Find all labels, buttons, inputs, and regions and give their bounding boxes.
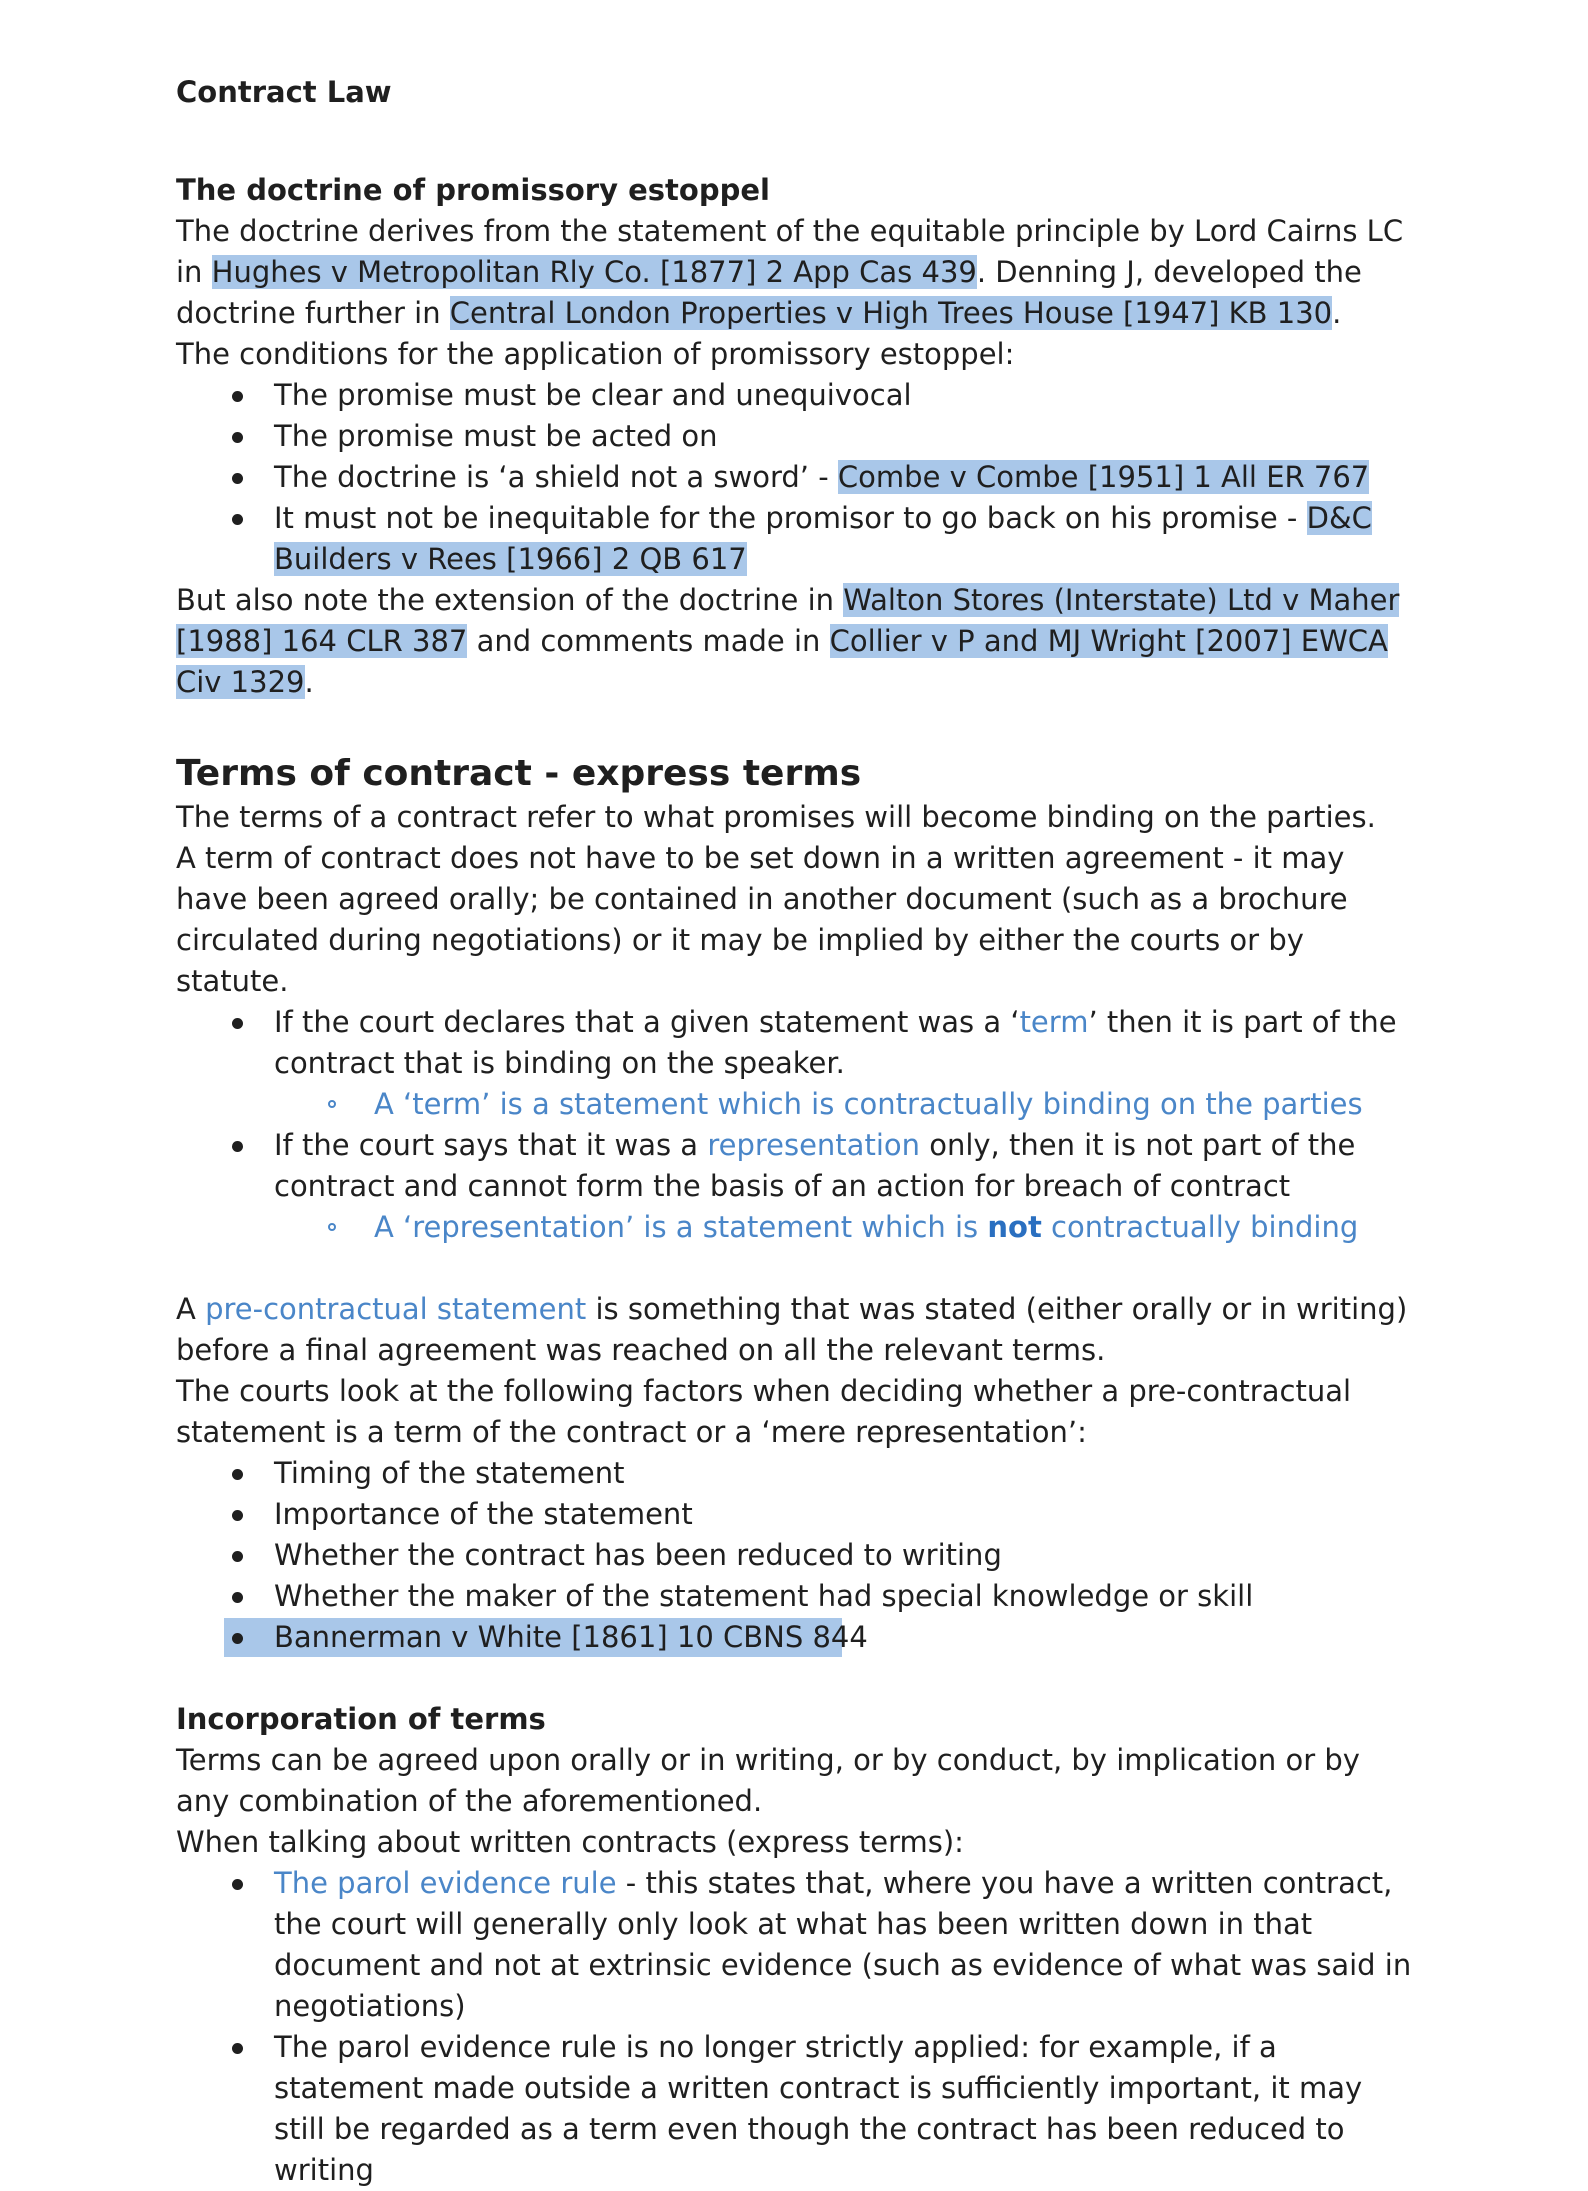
bullet-icon xyxy=(232,1018,243,1029)
bullet-icon xyxy=(232,1510,243,1521)
incorporation-intro: Terms can be agreed upon orally or in writing, or by conduct, by implication or by any combination of the aforementioned. xyxy=(176,1743,1360,1818)
list-item: The doctrine is ‘a shield not a sword’ - Combe v Combe [1951] 1 All ER 767 xyxy=(176,457,1418,498)
incorporation-heading: Incorporation of terms xyxy=(176,1702,546,1736)
written-contracts-intro: When talking about written contracts (express terms): xyxy=(176,1825,964,1859)
bullet-icon xyxy=(232,432,243,443)
factors-intro: The courts look at the following factors when deciding whether a pre-contractual statement is a term of the contract or a ‘mere representation’: xyxy=(176,1374,1352,1449)
bullet-icon xyxy=(232,514,243,525)
conditions-intro: The conditions for the application of promissory estoppel: xyxy=(176,337,1015,371)
list-item: The parol evidence rule - this states that, where you have a written contract, the court will generally only look at what has been written down in that document and not at extrinsic evidence (such as evidence of what was said in negotiations) xyxy=(176,1863,1418,2027)
list-item: If the court says that it was a representation only, then it is not part of the contract and cannot form the basis of an action for breach of contract A ‘representation’ is a statement which is not contractually binding xyxy=(176,1125,1418,1248)
case-citation-combe: Combe v Combe [1951] 1 All ER 767 xyxy=(837,460,1370,494)
case-citation-collier: Collier v P and MJ Wright [2007] EWCA Civ 1329 xyxy=(176,624,1388,699)
parol-evidence-keyword: The parol evidence rule xyxy=(274,1866,617,1900)
case-citation-high-trees: Central London Properties v High Trees House [1947] KB 130 xyxy=(449,296,1333,330)
document-title: Contract Law xyxy=(176,75,392,109)
case-citation-bannerman: Bannerman v White [1861] 10 CBNS 844 xyxy=(274,1620,868,1654)
list-item: The promise must be acted on xyxy=(176,416,1418,457)
representation-keyword: representation xyxy=(707,1128,920,1162)
terms-definition: The terms of a contract refer to what promises will become binding on the parties. xyxy=(176,800,1376,834)
term-keyword: term xyxy=(1019,1005,1089,1039)
list-item-highlighted xyxy=(176,1617,1418,1658)
bullet-icon xyxy=(232,1633,243,1644)
bullet-icon xyxy=(232,473,243,484)
circle-bullet-icon xyxy=(328,1223,336,1231)
bullet-icon xyxy=(232,2043,243,2054)
list-item: Importance of the statement xyxy=(176,1494,1418,1535)
pre-contractual-keyword: pre-contractual statement xyxy=(205,1292,587,1326)
list-item: It must not be inequitable for the promisor to go back on his promise - D&C Builders v Rees [1966] 2 QB 617 xyxy=(176,498,1418,580)
list-item: Whether the contract has been reduced to writing xyxy=(176,1535,1418,1576)
promissory-estoppel-heading: The doctrine of promissory estoppel xyxy=(176,173,770,207)
bullet-icon xyxy=(232,1551,243,1562)
case-citation-dc-builders: D&C Builders v Rees [1966] 2 QB 617 xyxy=(274,501,1372,576)
express-terms-heading: Terms of contract - express terms xyxy=(176,753,862,794)
sub-list xyxy=(274,1084,1418,1125)
bullet-icon xyxy=(232,391,243,402)
bullet-icon xyxy=(232,1469,243,1480)
case-citation-walton: Walton Stores (Interstate) Ltd v Maher [1988] 164 CLR 387 xyxy=(176,583,1400,658)
term-vs-representation-list xyxy=(176,1002,1418,1248)
bullet-icon xyxy=(232,1141,243,1152)
promissory-estoppel-intro: The doctrine derives from the statement of the equitable principle by Lord Cairns LC in Hughes v Metropolitan Rly Co. [1877] 2 App Cas 439. Denning J, developed the doctrine further in Central London Properties v High Trees House [1947] KB 130. xyxy=(176,214,1404,330)
case-citation-hughes: Hughes v Metropolitan Rly Co. [1877] 2 App Cas 439 xyxy=(211,255,977,289)
bullet-icon xyxy=(232,1592,243,1603)
list-item: If the court declares that a given statement was a ‘term’ then it is part of the contract that is binding on the speaker. A ‘term’ is a statement which is contractually binding on the parties xyxy=(176,1002,1418,1125)
bullet-icon xyxy=(232,1879,243,1890)
sub-list-item: A ‘representation’ is a statement which is not contractually binding xyxy=(274,1207,1418,1248)
circle-bullet-icon xyxy=(328,1100,336,1108)
factors-list xyxy=(176,1453,1418,1658)
parol-evidence-list xyxy=(176,1863,1418,2191)
pre-contractual-paragraph: A pre-contractual statement is something that was stated (either orally or in writing) before a final agreement was reached on all the relevant terms. xyxy=(176,1292,1408,1367)
list-item: The promise must be clear and unequivocal xyxy=(176,375,1418,416)
sub-list xyxy=(274,1207,1418,1248)
terms-form: A term of contract does not have to be set down in a written agreement - it may have been agreed orally; be contained in another document (such as a brochure circulated during negotiations) or it may be implied by either the courts or by statute. xyxy=(176,841,1348,998)
list-item: Timing of the statement xyxy=(176,1453,1418,1494)
not-emphasis: not xyxy=(987,1210,1042,1244)
sub-list-item: A ‘term’ is a statement which is contractually binding on the parties xyxy=(274,1084,1418,1125)
conditions-list xyxy=(176,375,1418,580)
list-item: The parol evidence rule is no longer strictly applied: for example, if a statement made outside a written contract is sufficiently important, it may still be regarded as a term even though the contract has been reduced to writing xyxy=(176,2027,1418,2191)
list-item: Whether the maker of the statement had special knowledge or skill xyxy=(176,1576,1418,1617)
extension-paragraph: But also note the extension of the doctrine in Walton Stores (Interstate) Ltd v Maher [1988] 164 CLR 387 and comments made in Collier v P and MJ Wright [2007] EWCA Civ 1329. xyxy=(176,583,1400,699)
